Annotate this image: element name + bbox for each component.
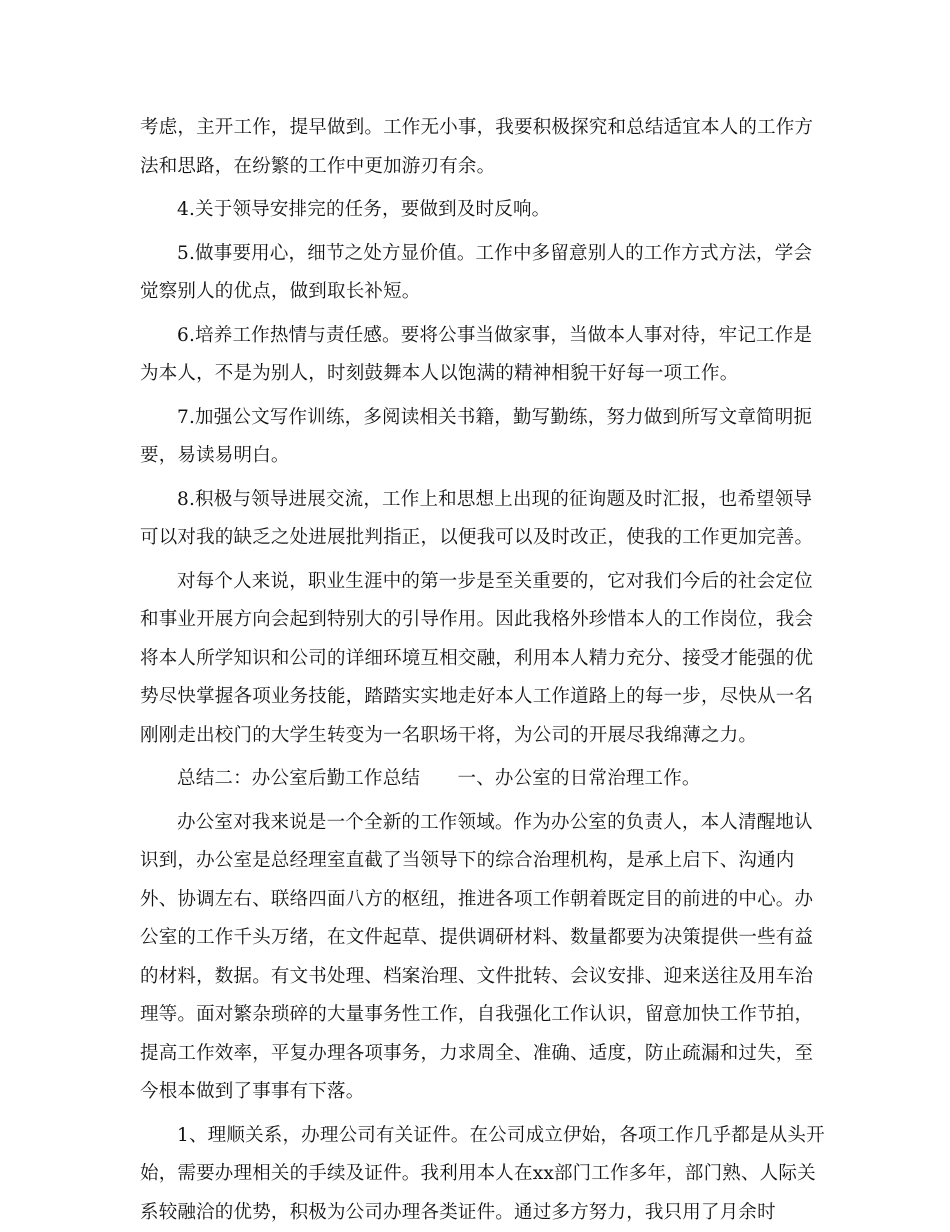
paragraph-item-4: 4.关于领导安排完的任务，要做到及时反响。 [140, 191, 829, 230]
paragraph-office: 办公室对我来说是一个全新的工作领域。作为办公室的负责人，本人清醒地认识到，办公室是总经理室直截了当领导下的综合治理机构，是承上启下、沟通内外、协调左右、联络四面八方的枢纽，推进各项工作朝着既定目的前进的中心。办公室的工作千头万绪，在文件起草、提供调研材料、数量都要为决策提供一些有益的材料，数据。有文书处理、档案治理、文件批转、会议安排、迎来送往及用车治理等。面对繁杂琐碎的大量事务性工作，自我强化工作认识，留意加快工作节拍，提高工作效率，平复办理各项事务，力求周全、准确、适度，防止疏漏和过失，至今根本做到了事事有下落。 [140, 804, 829, 1112]
paragraph-item-5: 5.做事要用心，细节之处方显价值。工作中多留意别人的工作方式方法，学会觉察别人的优点，做到取长补短。 [140, 235, 829, 312]
paragraph-item-7: 7.加强公文写作训练，多阅读相关书籍，勤写勤练，努力做到所写文章简明扼要，易读易明白。 [140, 399, 829, 476]
paragraph-item-6: 6.培养工作热情与责任感。要将公事当做家事，当做本人事对待，牢记工作是为本人，不是为别人，时刻鼓舞本人以饱满的精神相貌干好每一项工作。 [140, 317, 829, 394]
paragraph-continuation: 考虑，主开工作，提早做到。工作无小事，我要积极探究和总结适宜本人的工作方法和思路，在纷繁的工作中更加游刃有余。 [140, 109, 829, 186]
section-heading: 总结二：办公室后勤工作总结 一、办公室的日常治理工作。 [140, 760, 829, 799]
paragraph-item-8: 8.积极与领导进展交流，工作上和思想上出现的征询题及时汇报，也希望领导可以对我的缺乏之处进展批判指正，以便我可以及时改正，使我的工作更加完善。 [140, 481, 829, 558]
paragraph-certificates: 1、理顺关系，办理公司有关证件。在公司成立伊始，各项工作几乎都是从头开始，需要办理相关的手续及证件。我利用本人在xx部门工作多年，部门熟、人际关系较融洽的优势，积极为公司办理各类证件。通过多方努力，我只用了月余时 [140, 1117, 829, 1232]
paragraph-career: 对每个人来说，职业生涯中的第一步是至关重要的，它对我们今后的社会定位和事业开展方向会起到特别大的引导作用。因此我格外珍惜本人的工作岗位，我会将本人所学知识和公司的详细环境互相交融，利用本人精力充分、接受才能强的优势尽快掌握各项业务技能，踏踏实实地走好本人工作道路上的每一步，尽快从一名刚刚走出校门的大学生转变为一名职场干将，为公司的开展尽我绵薄之力。 [140, 563, 829, 756]
